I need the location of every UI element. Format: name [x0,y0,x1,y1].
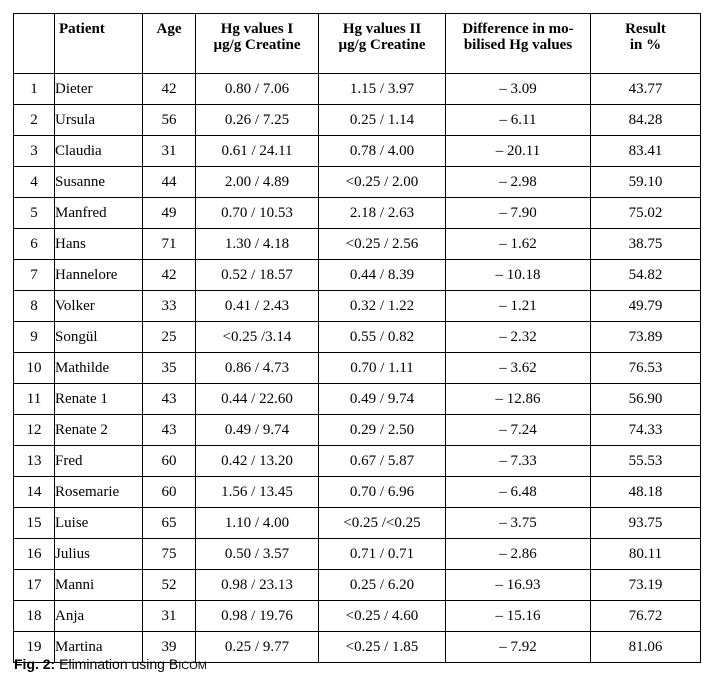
age-header: Age [143,14,196,74]
result-percent: 74.33 [591,415,701,446]
result-percent: 75.02 [591,198,701,229]
patient-age: 31 [143,136,196,167]
caption-label: Fig. 2: [14,656,56,672]
hg-values-2: <0.25 /<0.25 [319,508,446,539]
table-row [14,477,701,508]
figure-caption [14,656,207,672]
table-row [14,601,701,632]
patient-name: Hannelore [55,260,143,291]
table-row [14,74,701,105]
patient-name: Anja [55,601,143,632]
patient-age: 43 [143,415,196,446]
patient-name: Hans [55,229,143,260]
patient-name: Renate 1 [55,384,143,415]
hg-values-2: <0.25 / 1.85 [319,632,446,663]
hg-values-2: <0.25 / 4.60 [319,601,446,632]
result-percent: 54.82 [591,260,701,291]
difference-value: – 10.18 [446,260,591,291]
hg-values-2: <0.25 / 2.56 [319,229,446,260]
patient-name: Mathilde [55,353,143,384]
difference-header [446,14,591,74]
difference-value: – 2.98 [446,167,591,198]
result-percent: 73.89 [591,322,701,353]
difference-value: – 2.32 [446,322,591,353]
hg-values-1: 0.86 / 4.73 [196,353,319,384]
patient-name: Volker [55,291,143,322]
patient-age: 52 [143,570,196,601]
result-percent: 76.53 [591,353,701,384]
hg-values-2: 0.44 / 8.39 [319,260,446,291]
hg-values-2: 0.32 / 1.22 [319,291,446,322]
hg-values-1: 0.70 / 10.53 [196,198,319,229]
row-index: 2 [14,105,55,136]
row-index: 15 [14,508,55,539]
hg-values-1: <0.25 /3.14 [196,322,319,353]
index-header [14,14,55,74]
table-row [14,167,701,198]
patient-name: Martina [55,632,143,663]
hg2-header-line1: Hg values II [342,21,422,37]
hg-values-1: 0.25 / 9.77 [196,632,319,663]
row-index: 6 [14,229,55,260]
patient-age: 60 [143,477,196,508]
result-percent: 80.11 [591,539,701,570]
patient-name: Manfred [55,198,143,229]
table-row [14,446,701,477]
hg-values-2: 1.15 / 3.97 [319,74,446,105]
result-percent: 55.53 [591,446,701,477]
hg-values-1: 0.80 / 7.06 [196,74,319,105]
difference-value: – 16.93 [446,570,591,601]
table-row [14,508,701,539]
patient-name: Songül [55,322,143,353]
hg-values-1: 0.26 / 7.25 [196,105,319,136]
hg-values-2: <0.25 / 2.00 [319,167,446,198]
row-index: 1 [14,74,55,105]
difference-value: – 2.86 [446,539,591,570]
row-index: 19 [14,632,55,663]
hg-values-2: 0.70 / 1.11 [319,353,446,384]
patient-age: 44 [143,167,196,198]
row-index: 14 [14,477,55,508]
patient-age: 25 [143,322,196,353]
patient-age: 35 [143,353,196,384]
patient-age: 75 [143,539,196,570]
table-row [14,322,701,353]
table-row [14,136,701,167]
table-row [14,384,701,415]
difference-value: – 6.11 [446,105,591,136]
difference-value: – 7.92 [446,632,591,663]
hg-values-2: 0.25 / 1.14 [319,105,446,136]
difference-value: – 3.09 [446,74,591,105]
table-body [14,74,701,663]
hg-values-1: 1.30 / 4.18 [196,229,319,260]
difference-value: – 7.24 [446,415,591,446]
hg-values-1-header [196,14,319,74]
caption-brand [169,656,207,672]
hg-values-1: 0.98 / 19.76 [196,601,319,632]
difference-value: – 15.16 [446,601,591,632]
hg-values-1: 0.41 / 2.43 [196,291,319,322]
hg-values-1: 0.52 / 18.57 [196,260,319,291]
difference-value: – 1.21 [446,291,591,322]
hg-values-2: 0.55 / 0.82 [319,322,446,353]
hg-values-1: 0.49 / 9.74 [196,415,319,446]
patient-name: Manni [55,570,143,601]
result-percent: 83.41 [591,136,701,167]
difference-value: – 7.33 [446,446,591,477]
table-row [14,198,701,229]
row-index: 11 [14,384,55,415]
table-row [14,291,701,322]
patient-age: 33 [143,291,196,322]
patient-age: 49 [143,198,196,229]
table-row [14,229,701,260]
result-percent: 59.10 [591,167,701,198]
hg-values-1: 0.44 / 22.60 [196,384,319,415]
result-header-line2: in % [629,37,662,53]
patient-header: Patient [55,14,143,74]
row-index: 12 [14,415,55,446]
row-index: 10 [14,353,55,384]
difference-value: – 6.48 [446,477,591,508]
hg1-header-line2: µg/g Creatine [213,37,301,53]
row-index: 7 [14,260,55,291]
caption-brand-first: B [168,656,179,672]
caption-brand-rest: ICOM [178,660,207,672]
result-percent: 84.28 [591,105,701,136]
difference-value: – 7.90 [446,198,591,229]
hg-values-2: 0.78 / 4.00 [319,136,446,167]
row-index: 9 [14,322,55,353]
result-percent: 56.90 [591,384,701,415]
patient-age: 60 [143,446,196,477]
patient-name: Rosemarie [55,477,143,508]
row-index: 8 [14,291,55,322]
patient-age: 71 [143,229,196,260]
hg-values-2: 2.18 / 2.63 [319,198,446,229]
hg-values-2: 0.67 / 5.87 [319,446,446,477]
difference-value: – 12.86 [446,384,591,415]
difference-value: – 1.62 [446,229,591,260]
result-percent: 38.75 [591,229,701,260]
row-index: 18 [14,601,55,632]
hg-values-2: 0.29 / 2.50 [319,415,446,446]
result-header [591,14,701,74]
hg1-header-line1: Hg values I [220,21,294,37]
patient-age: 42 [143,260,196,291]
table-row [14,353,701,384]
table-row [14,105,701,136]
patient-name: Luise [55,508,143,539]
hg-values-1: 0.42 / 13.20 [196,446,319,477]
patient-age: 43 [143,384,196,415]
hg-values-2: 0.49 / 9.74 [319,384,446,415]
result-percent: 43.77 [591,74,701,105]
hg-values-2: 0.25 / 6.20 [319,570,446,601]
patient-name: Susanne [55,167,143,198]
patient-age: 56 [143,105,196,136]
patient-age: 39 [143,632,196,663]
row-index: 13 [14,446,55,477]
row-index: 17 [14,570,55,601]
result-percent: 49.79 [591,291,701,322]
patient-age: 42 [143,74,196,105]
hg-values-1: 2.00 / 4.89 [196,167,319,198]
hg-values-2: 0.70 / 6.96 [319,477,446,508]
patient-name: Claudia [55,136,143,167]
patient-name: Dieter [55,74,143,105]
difference-value: – 20.11 [446,136,591,167]
table-row [14,260,701,291]
patient-name: Renate 2 [55,415,143,446]
result-header-line1: Result [625,21,666,37]
results-table [13,13,701,663]
result-percent: 81.06 [591,632,701,663]
table-row [14,415,701,446]
table-row [14,539,701,570]
row-index: 16 [14,539,55,570]
diff-header-line1: Difference in mo- [462,21,574,37]
result-percent: 93.75 [591,508,701,539]
result-percent: 48.18 [591,477,701,508]
difference-value: – 3.75 [446,508,591,539]
patient-name: Julius [55,539,143,570]
hg-values-1: 1.56 / 13.45 [196,477,319,508]
hg-values-2-header [319,14,446,74]
patient-age: 31 [143,601,196,632]
row-index: 5 [14,198,55,229]
caption-text: Elimination using [59,656,165,672]
hg-values-2: 0.71 / 0.71 [319,539,446,570]
patient-age: 65 [143,508,196,539]
hg-values-1: 0.50 / 3.57 [196,539,319,570]
hg-values-1: 0.98 / 23.13 [196,570,319,601]
row-index: 3 [14,136,55,167]
hg-values-1: 0.61 / 24.11 [196,136,319,167]
patient-name: Ursula [55,105,143,136]
header-row [14,14,701,74]
patient-name: Fred [55,446,143,477]
row-index: 4 [14,167,55,198]
result-percent: 73.19 [591,570,701,601]
result-percent: 76.72 [591,601,701,632]
hg2-header-line2: µg/g Creatine [338,37,426,53]
diff-header-line2: bilised Hg values [463,37,573,53]
difference-value: – 3.62 [446,353,591,384]
table-row [14,570,701,601]
hg-values-1: 1.10 / 4.00 [196,508,319,539]
